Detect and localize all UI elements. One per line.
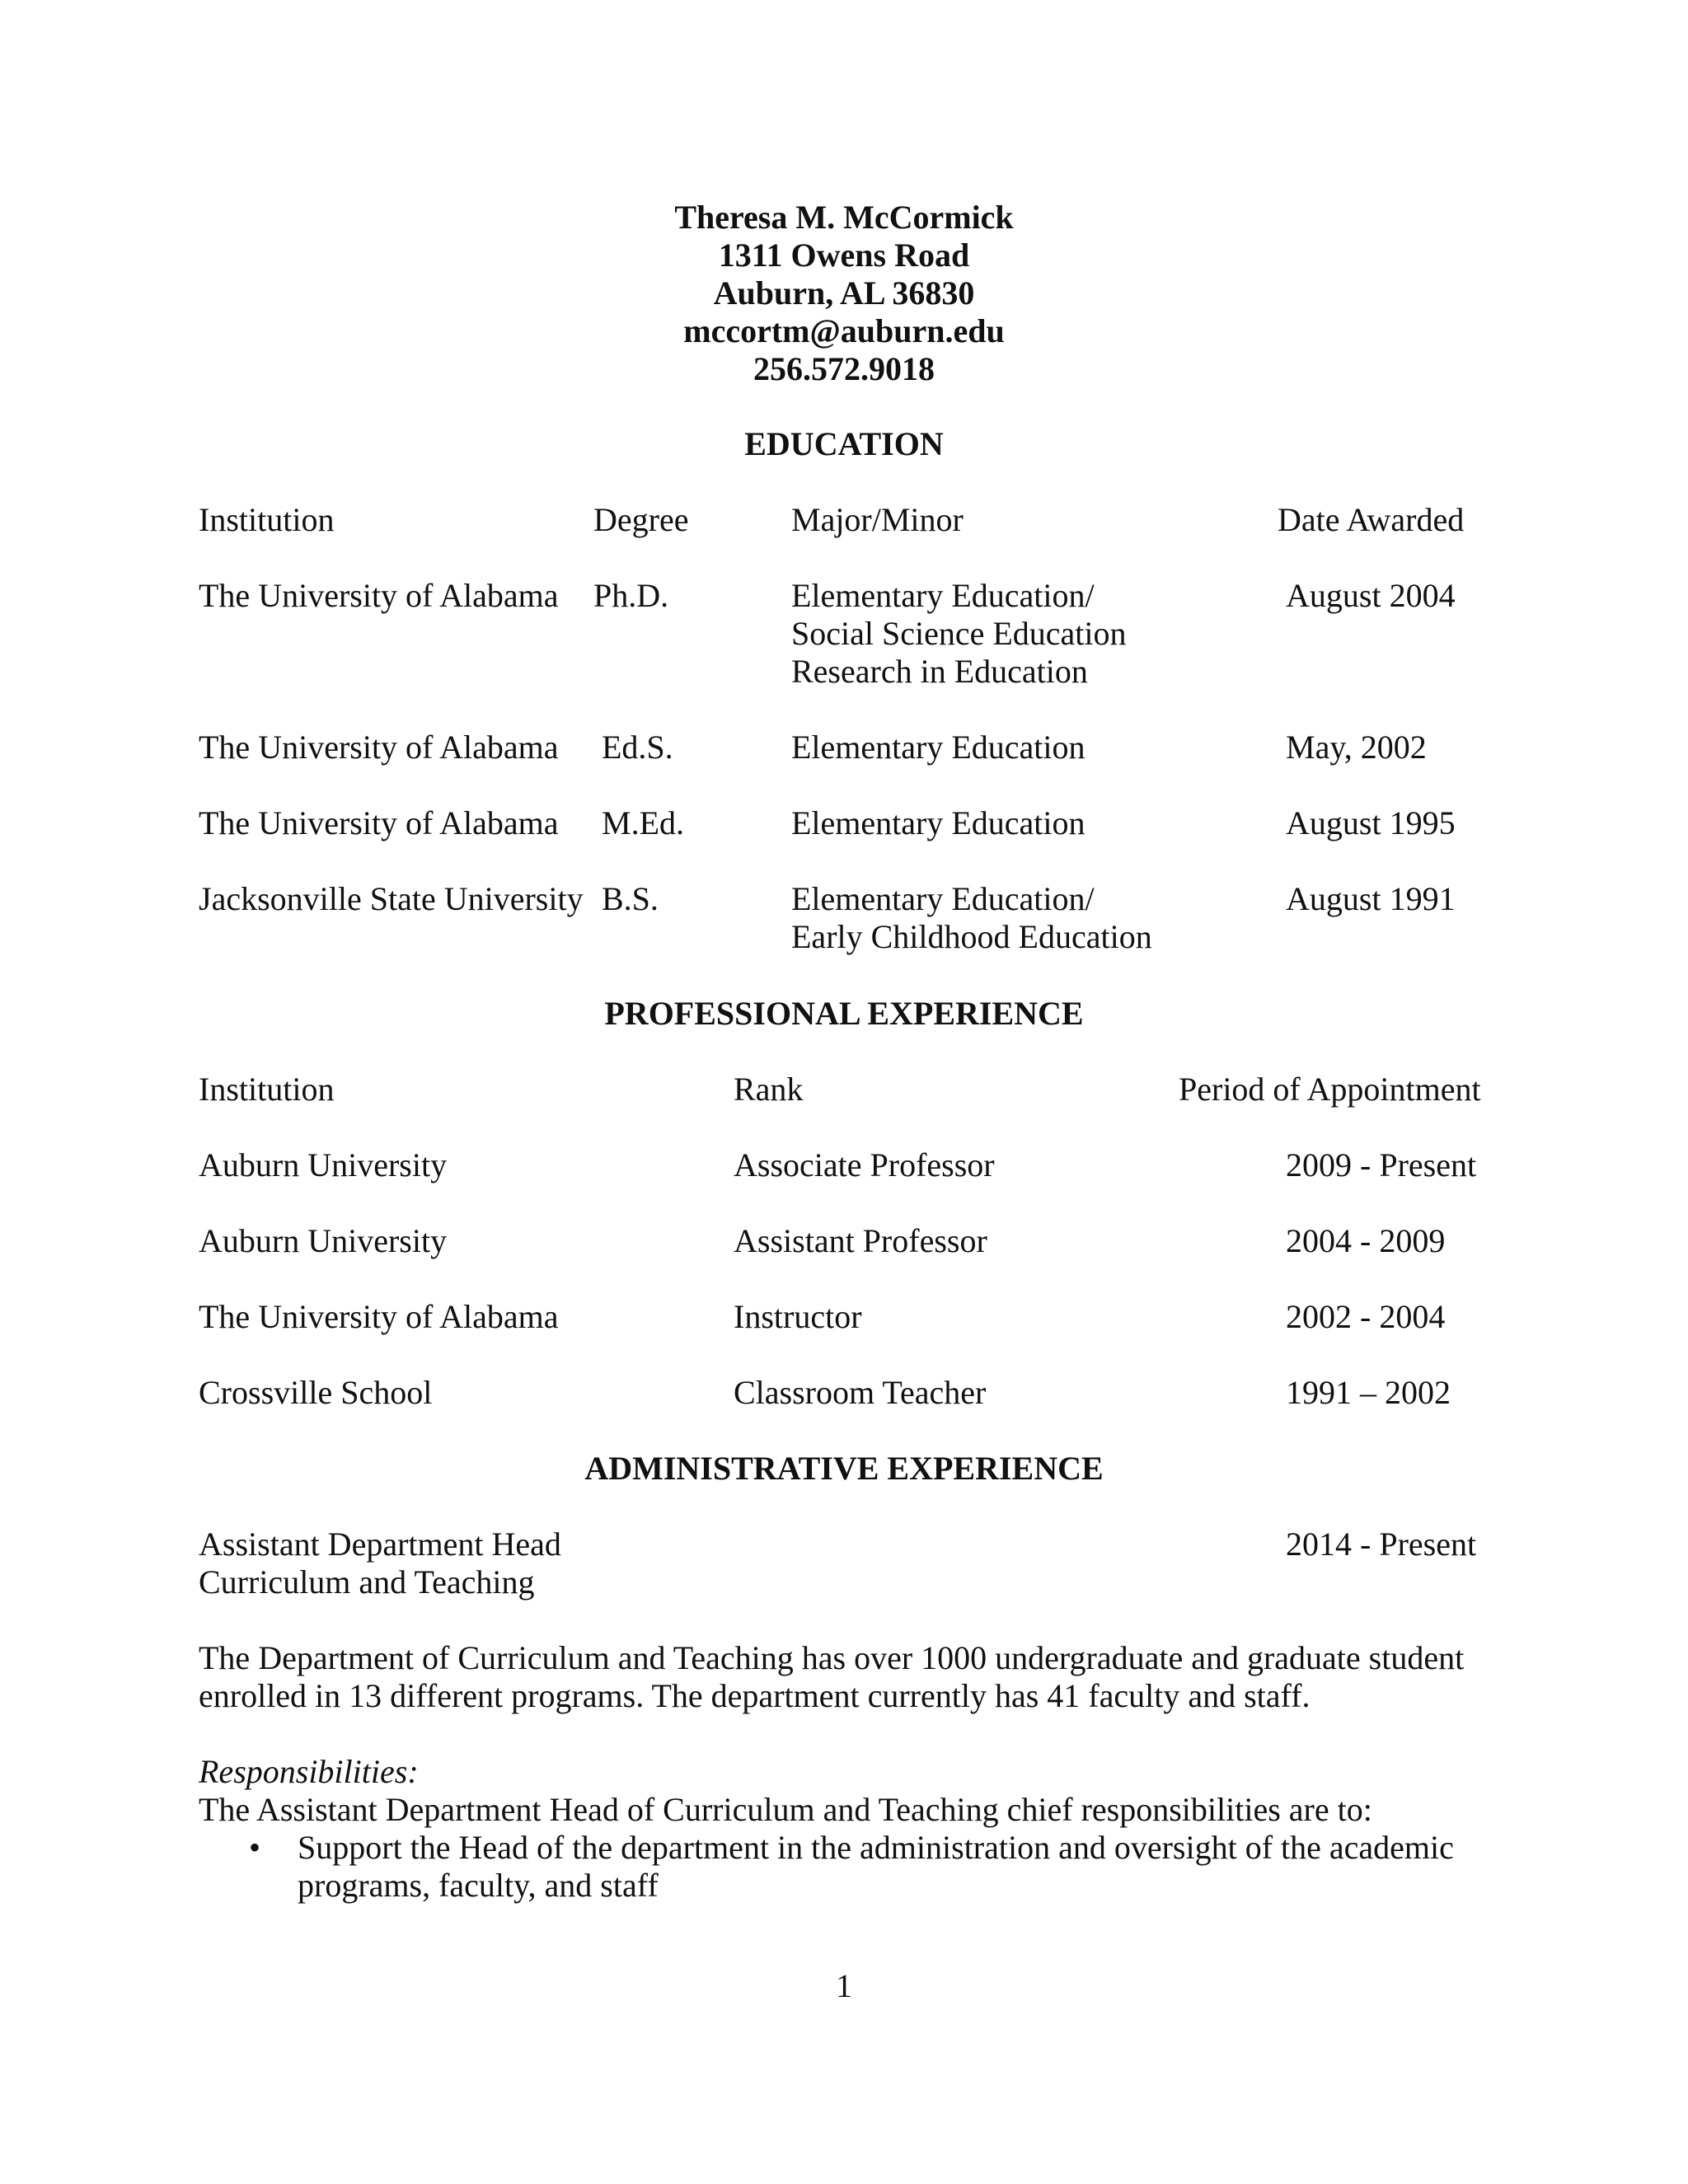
administrative-position: Assistant Department Head Curriculum and Teaching [199,1526,561,1601]
education-row-degree: B.S. [602,880,659,917]
education-row-major: Elementary Education/ Social Science Education Research in Education [791,577,1127,690]
professional-row-rank: Assistant Professor [734,1222,987,1259]
education-row-date: August 2004 [1286,577,1456,614]
professional-row-institution: Auburn University [199,1222,448,1259]
page-number: 1 [836,1967,852,2004]
education-row-major: Elementary Education/ Early Childhood Education [791,880,1152,955]
professional-row-period: 1991 – 2002 [1286,1374,1451,1411]
education-row-date: May, 2002 [1286,729,1427,766]
education-row-date: August 1995 [1286,804,1456,841]
education-row-institution: The University of Alabama [199,729,559,766]
professional-row-period: 2009 - Present [1286,1146,1477,1183]
address-line-2: Auburn, AL 36830 [713,274,975,312]
administrative-period: 2014 - Present [1286,1526,1477,1563]
education-header-institution: Institution [199,501,335,538]
education-row-degree: M.Ed. [602,804,684,841]
education-row-major: Elementary Education [791,729,1085,766]
education-row-institution: The University of Alabama [199,804,559,841]
education-header-degree: Degree [593,501,689,538]
education-row-degree: Ed.S. [602,729,673,766]
administrative-title: ADMINISTRATIVE EXPERIENCE [584,1450,1104,1487]
professional-row-rank: Associate Professor [734,1146,995,1183]
professional-row-period: 2004 - 2009 [1286,1222,1446,1259]
education-row-degree: Ph.D. [593,577,669,614]
email: mccortm@auburn.edu [683,312,1005,349]
professional-row-institution: The University of Alabama [199,1298,559,1335]
education-header-date: Date Awarded [1278,501,1465,538]
professional-row-institution: Auburn University [199,1146,448,1183]
professional-header-period: Period of Appointment [1179,1071,1481,1108]
education-row-institution: Jacksonville State University [199,880,584,917]
bullet-icon: • [249,1829,261,1866]
phone: 256.572.9018 [753,350,935,387]
professional-row-institution: Crossville School [199,1374,433,1411]
administrative-description: The Department of Curriculum and Teaching has over 1000 undergraduate and graduate student enrolled in 13 different programs. The department currently has 41 faculty and staff. [199,1639,1465,1714]
education-row-major: Elementary Education [791,804,1085,841]
professional-row-rank: Instructor [734,1298,862,1335]
professional-title: PROFESSIONAL EXPERIENCE [604,995,1084,1032]
bullet-list [0,1829,1688,1911]
bullet-text: Support the Head of the department in the administration and oversight of the academic programs, faculty, and staff [298,1829,1454,1904]
professional-row-rank: Classroom Teacher [734,1374,987,1411]
address-line-1: 1311 Owens Road [718,237,970,274]
name: Theresa M. McCormick [674,199,1014,236]
professional-row-period: 2002 - 2004 [1286,1298,1446,1335]
professional-header-institution: Institution [199,1071,335,1108]
professional-header-rank: Rank [734,1071,804,1108]
education-row-date: August 1991 [1286,880,1456,917]
education-header-major: Major/Minor [791,501,964,538]
education-title: EDUCATION [744,425,944,462]
education-row-institution: The University of Alabama [199,577,559,614]
responsibilities-label: Responsibilities: [199,1753,419,1790]
responsibilities-intro: The Assistant Department Head of Curriculum and Teaching chief responsibilities are to: [199,1791,1372,1828]
